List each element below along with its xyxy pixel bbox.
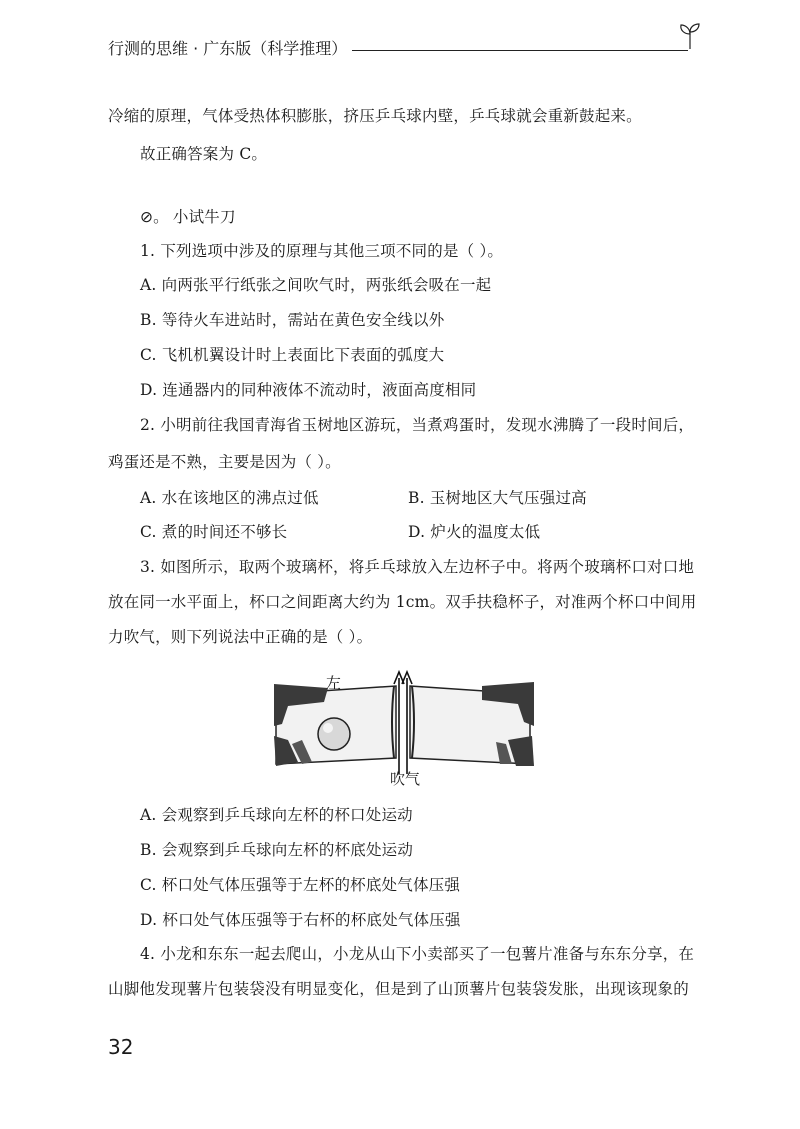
- page-number: 32: [108, 1035, 134, 1059]
- q4-stem-line-1: 4. 小龙和东东一起去爬山，小龙从山下小卖部买了一包薯片准备与东东分享，在: [140, 945, 695, 963]
- pen-circle-icon: ⊘。: [140, 208, 169, 226]
- figure-label-blow: 吹气: [390, 770, 421, 788]
- sprout-icon: [678, 22, 702, 50]
- q1-option-a: A. 向两张平行纸张之间吹气时，两张纸会吸在一起: [140, 276, 492, 294]
- q2-stem-line-2: 鸡蛋还是不熟，主要是因为（ ）。: [108, 453, 341, 471]
- q1-option-d: D. 连通器内的同种液体不流动时，液面高度相同: [140, 381, 477, 399]
- section-heading: [140, 205, 236, 227]
- q2-option-a: A. 水在该地区的沸点过低: [140, 489, 319, 507]
- q3-option-c: C. 杯口处气体压强等于左杯的杯底处气体压强: [140, 876, 461, 894]
- q4-stem-line-2: 山脚他发现薯片包装袋没有明显变化，但是到了山顶薯片包装袋发胀，出现该现象的: [108, 980, 689, 998]
- section-title: 小试牛刀: [172, 208, 236, 226]
- q3-stem-line-1: 3. 如图所示，取两个玻璃杯，将乒乓球放入左边杯子中。将两个玻璃杯口对口地: [140, 558, 695, 576]
- q1-option-b: B. 等待火车进站时，需站在黄色安全线以外: [140, 311, 445, 329]
- figure-label-left: 左: [326, 674, 342, 692]
- running-header: 行测的思维 · 广东版（科学推理）: [108, 39, 348, 58]
- q3-stem-line-2: 放在同一水平面上，杯口之间距离大约为 1cm。双手扶稳杯子，对准两个杯口中间用: [108, 593, 697, 611]
- q3-option-b: B. 会观察到乒乓球向左杯的杯底处运动: [140, 841, 414, 859]
- q3-stem-line-3: 力吹气，则下列说法中正确的是（ ）。: [108, 628, 373, 646]
- q3-option-a: A. 会观察到乒乓球向左杯的杯口处运动: [140, 806, 413, 824]
- glasses-figure: [268, 666, 540, 790]
- intro-line-1: 冷缩的原理，气体受热体积膨胀，挤压乒乓球内壁，乒乓球就会重新鼓起来。: [108, 107, 642, 125]
- header-rule: [352, 50, 688, 51]
- q1-stem: 1. 下列选项中涉及的原理与其他三项不同的是（ ）。: [140, 242, 504, 260]
- q2-option-c: C. 煮的时间还不够长: [140, 523, 288, 541]
- q2-option-d: D. 炉火的温度太低: [408, 523, 541, 541]
- q2-stem-line-1: 2. 小明前往我国青海省玉树地区游玩，当煮鸡蛋时，发现水沸腾了一段时间后，: [140, 416, 695, 434]
- intro-line-2: 故正确答案为 C。: [140, 145, 268, 163]
- q1-option-c: C. 飞机机翼设计时上表面比下表面的弧度大: [140, 346, 445, 364]
- q2-option-b: B. 玉树地区大气压强过高: [408, 489, 587, 507]
- q3-option-d: D. 杯口处气体压强等于右杯的杯底处气体压强: [140, 911, 461, 929]
